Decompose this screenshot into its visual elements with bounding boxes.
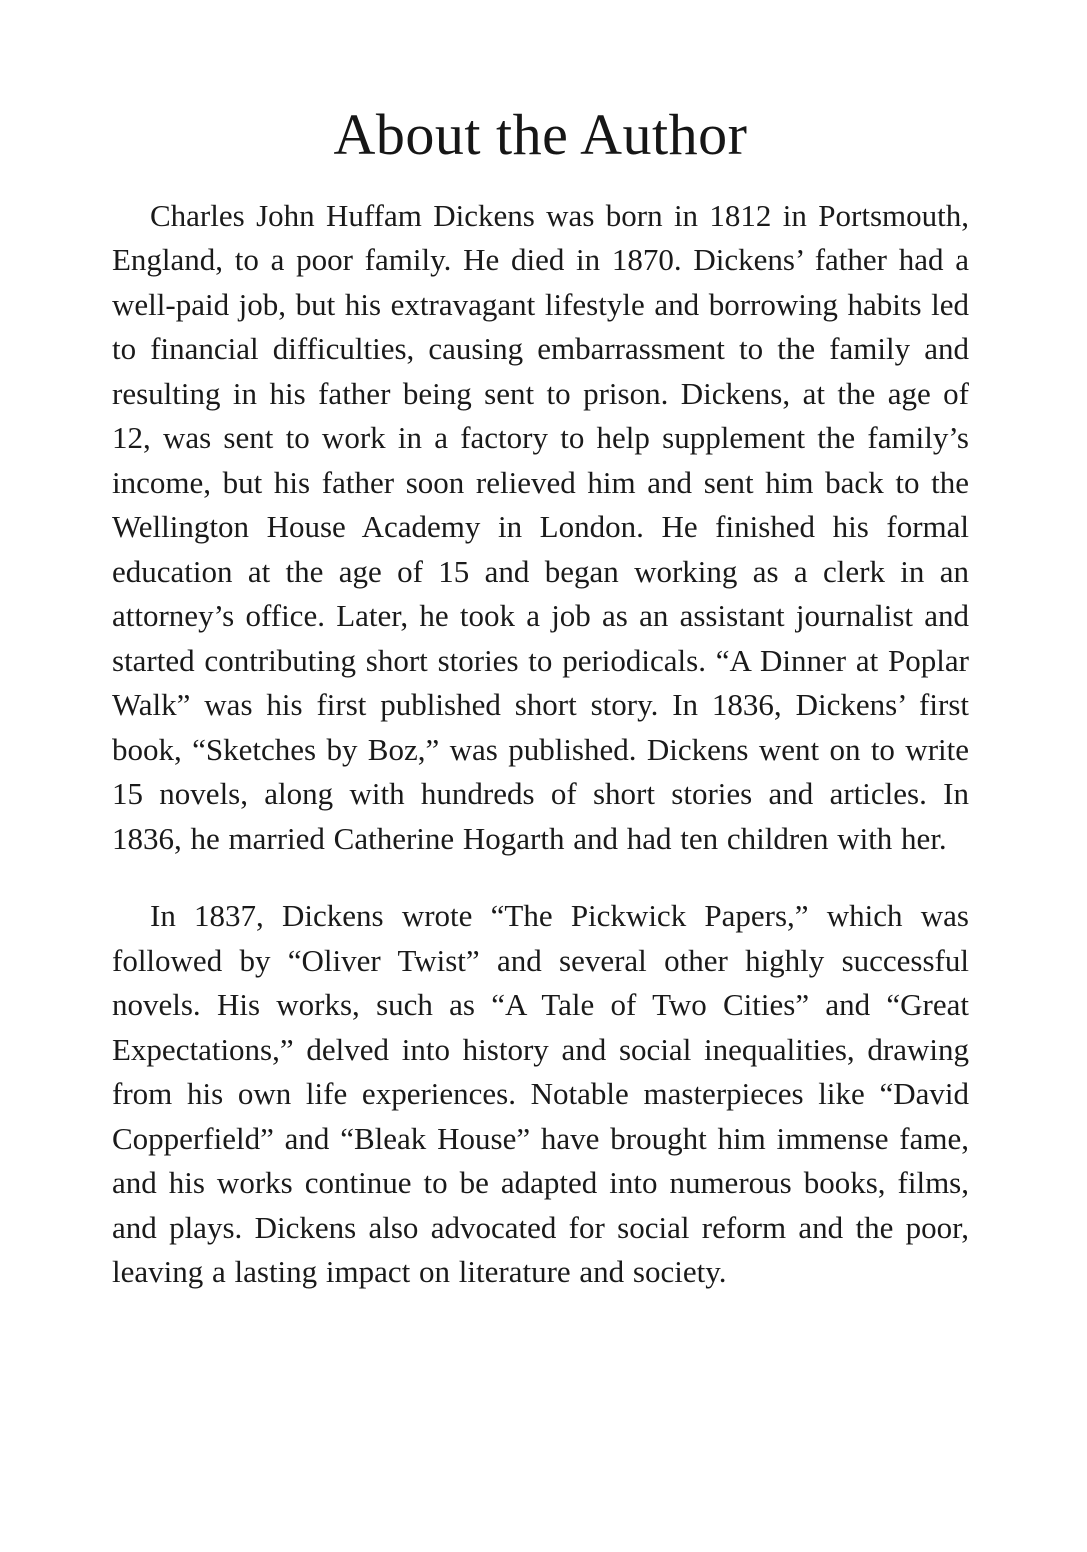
page-title: About the Author: [333, 102, 748, 167]
author-bio-text: [112, 194, 969, 1295]
paragraph-biography: Charles John Huffam Dickens was born in 1812 in Portsmouth, England, to a poor family. He died in 1870. Dickens’ father had a well-paid job, but his extravagant lifestyle and borrowing habits led to financial difficulties, causing embarrassment to the family and resulting in his father being sent to prison. Dickens, at the age of 12, was sent to work in a factory to help supplement the family’s income, but his father soon relieved him and sent him back to the Wellington House Academy in London. He finished his formal education at the age of 15 and began working as a clerk in an attorney’s office. Later, he took a job as an assistant journalist and started contributing short stories to periodicals. “A Dinner at Poplar Walk” was his first published short story. In 1836, Dickens’ first book, “Sketches by Boz,” was published. Dickens went on to write 15 novels, along with hundreds of short stories and articles. In 1836, he married Catherine Hogarth and had ten children with her.: [112, 197, 969, 856]
paragraph-works: In 1837, Dickens wrote “The Pickwick Papers,” which was followed by “Oliver Twist” and several other highly successful novels. His works, such as “A Tale of Two Cities” and “Great Expectations,” delved into history and social inequalities, drawing from his own life experiences. Notable masterpieces like “David Copperfield” and “Bleak House” have brought him immense fame, and his works continue to be adapted into numerous books, films, and plays. Dickens also advocated for social reform and the poor, leaving a lasting impact on literature and society.: [112, 898, 969, 1290]
